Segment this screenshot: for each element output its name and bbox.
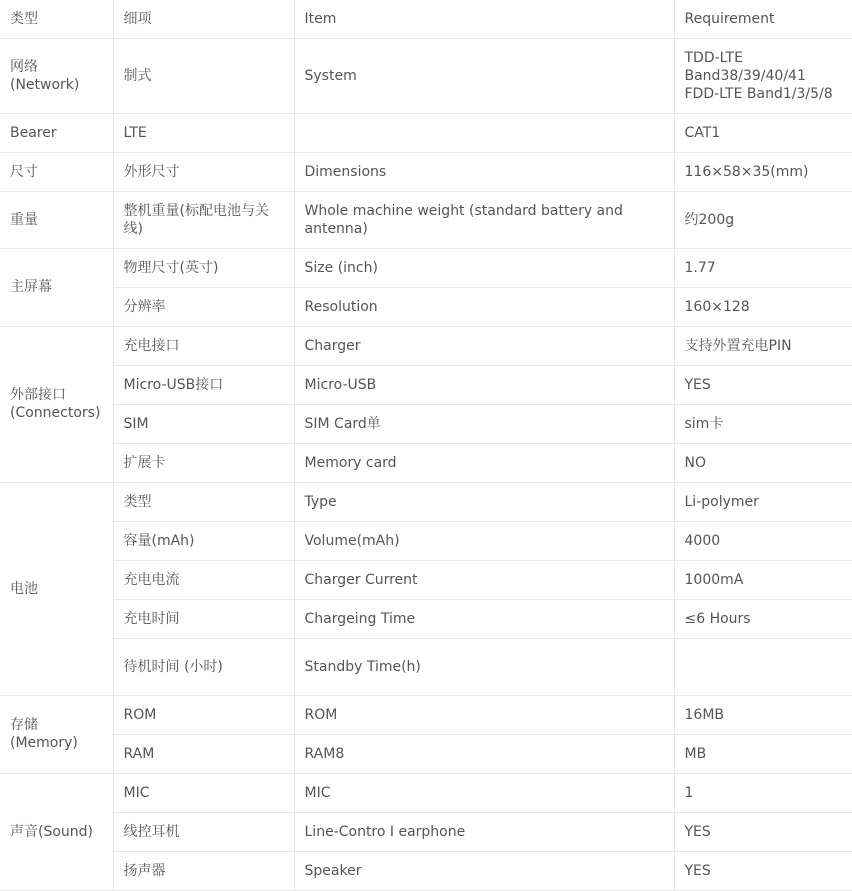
detail-cell: 容量(mAh) xyxy=(113,521,294,560)
table-row xyxy=(0,152,852,191)
item-cell: Charger xyxy=(294,326,674,365)
requirement-cell: 1000mA xyxy=(674,560,852,599)
table-row xyxy=(0,773,852,812)
detail-cell: 物理尺寸(英寸) xyxy=(113,248,294,287)
item-cell: SIM Card单 xyxy=(294,404,674,443)
table-row xyxy=(0,38,852,113)
table-row xyxy=(0,734,852,773)
requirement-cell: 160×128 xyxy=(674,287,852,326)
table-row xyxy=(0,191,852,248)
item-cell: Whole machine weight (standard battery and antenna) xyxy=(294,191,674,248)
detail-cell: 外形尺寸 xyxy=(113,152,294,191)
requirement-cell: 1 xyxy=(674,773,852,812)
table-row xyxy=(0,638,852,695)
requirement-cell: 约200g xyxy=(674,191,852,248)
item-cell: Standby Time(h) xyxy=(294,638,674,695)
category-cell: 重量 xyxy=(0,191,113,248)
category-cell: 存储 (Memory) xyxy=(0,695,113,773)
header-category: 类型 xyxy=(0,0,113,38)
table-row xyxy=(0,113,852,152)
table-row xyxy=(0,695,852,734)
item-cell: Memory card xyxy=(294,443,674,482)
header-requirement: Requirement xyxy=(674,0,852,38)
item-cell: Resolution xyxy=(294,287,674,326)
item-cell: Charger Current xyxy=(294,560,674,599)
item-cell: Dimensions xyxy=(294,152,674,191)
header-item: Item xyxy=(294,0,674,38)
detail-cell: 扬声器 xyxy=(113,851,294,890)
category-cell: 主屏幕 xyxy=(0,248,113,326)
requirement-cell: 4000 xyxy=(674,521,852,560)
requirement-cell: ≤6 Hours xyxy=(674,599,852,638)
table-row xyxy=(0,443,852,482)
requirement-cell: MB xyxy=(674,734,852,773)
table-row xyxy=(0,521,852,560)
table-row xyxy=(0,287,852,326)
detail-cell: 充电时间 xyxy=(113,599,294,638)
category-cell: 网络 (Network) xyxy=(0,38,113,113)
detail-cell: 分辨率 xyxy=(113,287,294,326)
detail-cell: 扩展卡 xyxy=(113,443,294,482)
category-cell: Bearer xyxy=(0,113,113,152)
detail-cell: RAM xyxy=(113,734,294,773)
requirement-cell: sim卡 xyxy=(674,404,852,443)
item-cell: Volume(mAh) xyxy=(294,521,674,560)
item-cell: Size (inch) xyxy=(294,248,674,287)
item-cell: System xyxy=(294,38,674,113)
table-row xyxy=(0,482,852,521)
table-row xyxy=(0,560,852,599)
table-row xyxy=(0,248,852,287)
item-cell: ROM xyxy=(294,695,674,734)
detail-cell: SIM xyxy=(113,404,294,443)
detail-cell: Micro-USB接口 xyxy=(113,365,294,404)
detail-cell: 充电电流 xyxy=(113,560,294,599)
item-cell: Micro-USB xyxy=(294,365,674,404)
requirement-cell: 16MB xyxy=(674,695,852,734)
table-row xyxy=(0,599,852,638)
detail-cell: 线控耳机 xyxy=(113,812,294,851)
detail-cell: 待机时间 (小时) xyxy=(113,638,294,695)
category-cell: 电池 xyxy=(0,482,113,695)
category-cell: 外部接口 (Connectors) xyxy=(0,326,113,482)
item-cell: Type xyxy=(294,482,674,521)
requirement-cell: YES xyxy=(674,812,852,851)
requirement-cell xyxy=(674,638,852,695)
table-row xyxy=(0,851,852,890)
requirement-cell: 支持外置充电PIN xyxy=(674,326,852,365)
requirement-cell: CAT1 xyxy=(674,113,852,152)
detail-cell: LTE xyxy=(113,113,294,152)
item-cell: RAM8 xyxy=(294,734,674,773)
detail-cell: 制式 xyxy=(113,38,294,113)
requirement-cell: 1.77 xyxy=(674,248,852,287)
header-detail: 细项 xyxy=(113,0,294,38)
requirement-cell: Li-polymer xyxy=(674,482,852,521)
table-row xyxy=(0,812,852,851)
category-cell: 尺寸 xyxy=(0,152,113,191)
requirement-cell: NO xyxy=(674,443,852,482)
item-cell: Chargeing Time xyxy=(294,599,674,638)
table-row xyxy=(0,404,852,443)
category-cell: 声音(Sound) xyxy=(0,773,113,890)
requirement-cell: TDD-LTE Band38/39/40/41 FDD-LTE Band1/3/5/8 xyxy=(674,38,852,113)
table-row xyxy=(0,365,852,404)
requirement-cell: 116×58×35(mm) xyxy=(674,152,852,191)
item-cell: Speaker xyxy=(294,851,674,890)
item-cell xyxy=(294,113,674,152)
requirement-cell: YES xyxy=(674,365,852,404)
detail-cell: ROM xyxy=(113,695,294,734)
table-row xyxy=(0,326,852,365)
detail-cell: 充电接口 xyxy=(113,326,294,365)
detail-cell: MIC xyxy=(113,773,294,812)
detail-cell: 整机重量(标配电池与关 线) xyxy=(113,191,294,248)
detail-cell: 类型 xyxy=(113,482,294,521)
header-row xyxy=(0,0,852,38)
requirement-cell: YES xyxy=(674,851,852,890)
item-cell: MIC xyxy=(294,773,674,812)
item-cell: Line-Contro I earphone xyxy=(294,812,674,851)
